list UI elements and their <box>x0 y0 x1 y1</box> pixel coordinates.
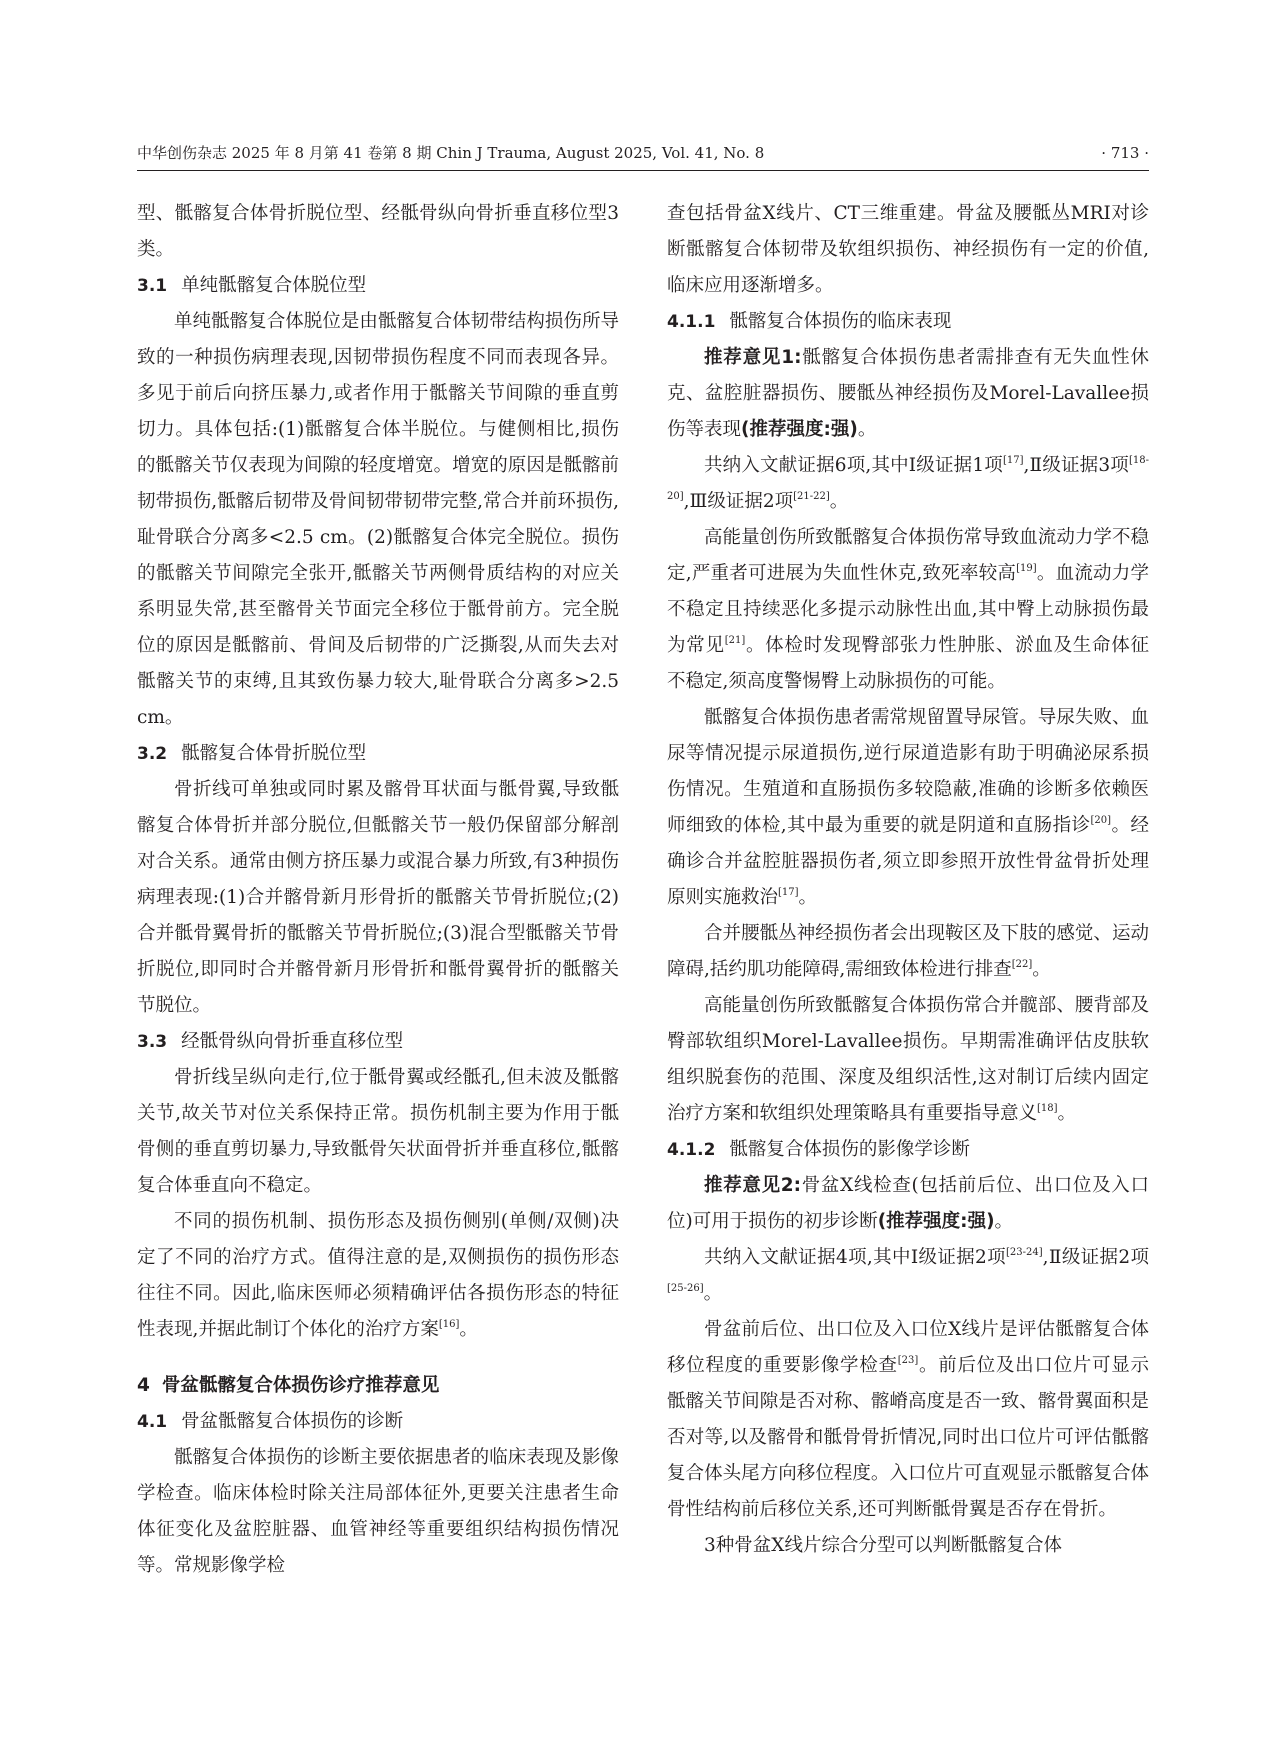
journal-citation: 中华创伤杂志 2025 年 8 月第 41 卷第 8 期 Chin J Trauma, August 2025, Vol. 41, No. 8 <box>137 144 765 162</box>
section-heading-3-1: 3.1 单纯骶髂复合体脱位型 <box>137 275 367 296</box>
paragraph: 骨折线可单独或同时累及髂骨耳状面与骶骨翼,导致骶髂复合体骨折并部分脱位,但骶髂关节一般仍保留部分解剖对合关系。通常由侧方挤压暴力或混合暴力所致,有3种损伤病理表现:(1)合并髂骨新月形骨折的骶髂关节骨折脱位;(2)合并骶骨翼骨折的骶髂关节骨折脱位;(3)混合型骶髂关节骨折脱位,即同时合并髂骨新月形骨折和骶骨翼骨折的骶髂关节脱位。 <box>137 779 619 1016</box>
evidence-summary: 共纳入文献证据6项,其中Ⅰ级证据1项[17],Ⅱ级证据3项[18-20],Ⅲ级证据2项[21-22]。 <box>667 455 1149 512</box>
recommendation-1: 推荐意见1:骶髂复合体损伤患者需排查有无失血性休克、盆腔脏器损伤、腰骶丛神经损伤及Morel-Lavallee损伤等表现(推荐强度:强)。 <box>667 347 1149 440</box>
paragraph: 查包括骨盆X线片、CT三维重建。骨盆及腰骶丛MRI对诊断骶髂复合体韧带及软组织损伤、神经损伤有一定的价值,临床应用逐渐增多。 <box>667 203 1149 296</box>
paragraph: 合并腰骶丛神经损伤者会出现鞍区及下肢的感觉、运动障碍,括约肌功能障碍,需细致体检进行排查[22]。 <box>667 923 1149 980</box>
header-rule <box>137 170 1149 171</box>
section-heading-4: 4 骨盆骶髂复合体损伤诊疗推荐意见 <box>137 1375 440 1396</box>
paragraph: 骶髂复合体损伤患者需常规留置导尿管。导尿失败、血尿等情况提示尿道损伤,逆行尿道造影有助于明确泌尿系损伤情况。生殖道和直肠损伤多较隐蔽,准确的诊断多依赖医师细致的体检,其中最为重要的就是阴道和直肠指诊[20]。经确诊合并盆腔脏器损伤者,须立即参照开放性骨盆骨折处理原则实施救治[17]。 <box>667 707 1149 908</box>
citation: [16] <box>438 1319 460 1330</box>
section-heading-4-1-2: 4.1.2 骶髂复合体损伤的影像学诊断 <box>667 1139 970 1160</box>
section-heading-3-3: 3.3 经骶骨纵向骨折垂直移位型 <box>137 1031 404 1052</box>
paragraph: 3种骨盆X线片综合分型可以判断骶髂复合体 <box>704 1535 1062 1556</box>
paragraph: 型、骶髂复合体骨折脱位型、经骶骨纵向骨折垂直移位型3类。 <box>137 203 619 260</box>
paragraph: 骶髂复合体损伤的诊断主要依据患者的临床表现及影像学检查。临床体检时除关注局部体征外,更要关注患者生命体征变化及盆腔脏器、血管神经等重要组织结构损伤情况等。常规影像学检 <box>137 1447 619 1576</box>
paragraph: 不同的损伤机制、损伤形态及损伤侧别(单侧/双侧)决定了不同的治疗方式。值得注意的是,双侧损伤的损伤形态往往不同。因此,临床医师必须精确评估各损伤形态的特征性表现,并据此制订个体化的治疗方案[16]。 <box>137 1211 619 1340</box>
paragraph: 骨折线呈纵向走行,位于骶骨翼或经骶孔,但未波及骶髂关节,故关节对位关系保持正常。损伤机制主要为作用于骶骨侧的垂直剪切暴力,导致骶骨矢状面骨折并垂直移位,骶髂复合体垂直向不稳定。 <box>137 1067 619 1196</box>
paragraph: 高能量创伤所致骶髂复合体损伤常导致血流动力学不稳定,严重者可进展为失血性休克,致死率较高[19]。血流动力学不稳定且持续恶化多提示动脉性出血,其中臀上动脉损伤最为常见[21]。体检时发现臀部张力性肿胀、淤血及生命体征不稳定,须高度警惕臀上动脉损伤的可能。 <box>667 527 1149 692</box>
paragraph: 高能量创伤所致骶髂复合体损伤常合并髋部、腰背部及臀部软组织Morel-Lavallee损伤。早期需准确评估皮肤软组织脱套伤的范围、深度及组织活性,这对制订后续内固定治疗方案和软组织处理策略具有重要指导意义[18]。 <box>667 995 1149 1124</box>
section-heading-4-1: 4.1 骨盆骶髂复合体损伤的诊断 <box>137 1411 404 1432</box>
section-heading-4-1-1: 4.1.1 骶髂复合体损伤的临床表现 <box>667 311 952 332</box>
right-column <box>667 196 1149 1564</box>
left-column <box>137 196 619 1584</box>
paragraph: 骨盆前后位、出口位及入口位X线片是评估骶髂复合体移位程度的重要影像学检查[23]。前后位及出口位片可显示骶髂关节间隙是否对称、髂嵴高度是否一致、髂骨翼面积是否对等,以及髂骨和骶骨骨折情况,同时出口位片可评估骶髂复合体头尾方向移位程度。入口位片可直观显示骶髂复合体骨性结构前后移位关系,还可判断骶骨翼是否存在骨折。 <box>667 1319 1149 1520</box>
evidence-summary: 共纳入文献证据4项,其中Ⅰ级证据2项[23-24],Ⅱ级证据2项[25-26]。 <box>667 1247 1149 1304</box>
running-header <box>137 140 1149 166</box>
page-number: · 713 · <box>1101 144 1149 162</box>
paragraph: 单纯骶髂复合体脱位是由骶髂复合体韧带结构损伤所导致的一种损伤病理表现,因韧带损伤程度不同而表现各异。多见于前后向挤压暴力,或者作用于骶髂关节间隙的垂直剪切力。具体包括:(1)骶髂复合体半脱位。与健侧相比,损伤的骶髂关节仅表现为间隙的轻度增宽。增宽的原因是骶髂前韧带损伤,骶髂后韧带及骨间韧带韧带完整,常合并前环损伤,耻骨联合分离多<2.5 cm。(2)骶髂复合体完全脱位。损伤的骶髂关节间隙完全张开,骶髂关节两侧骨质结构的对应关系明显失常,甚至髂骨关节面完全移位于骶骨前方。完全脱位的原因是骶髂前、骨间及后韧带的广泛撕裂,从而失去对骶髂关节的束缚,且其致伤暴力较大,耻骨联合分离多>2.5 cm。 <box>137 311 619 728</box>
section-heading-3-2: 3.2 骶髂复合体骨折脱位型 <box>137 743 367 764</box>
recommendation-2: 推荐意见2:骨盆X线检查(包括前后位、出口位及入口位)可用于损伤的初步诊断(推荐强度:强)。 <box>667 1175 1149 1232</box>
